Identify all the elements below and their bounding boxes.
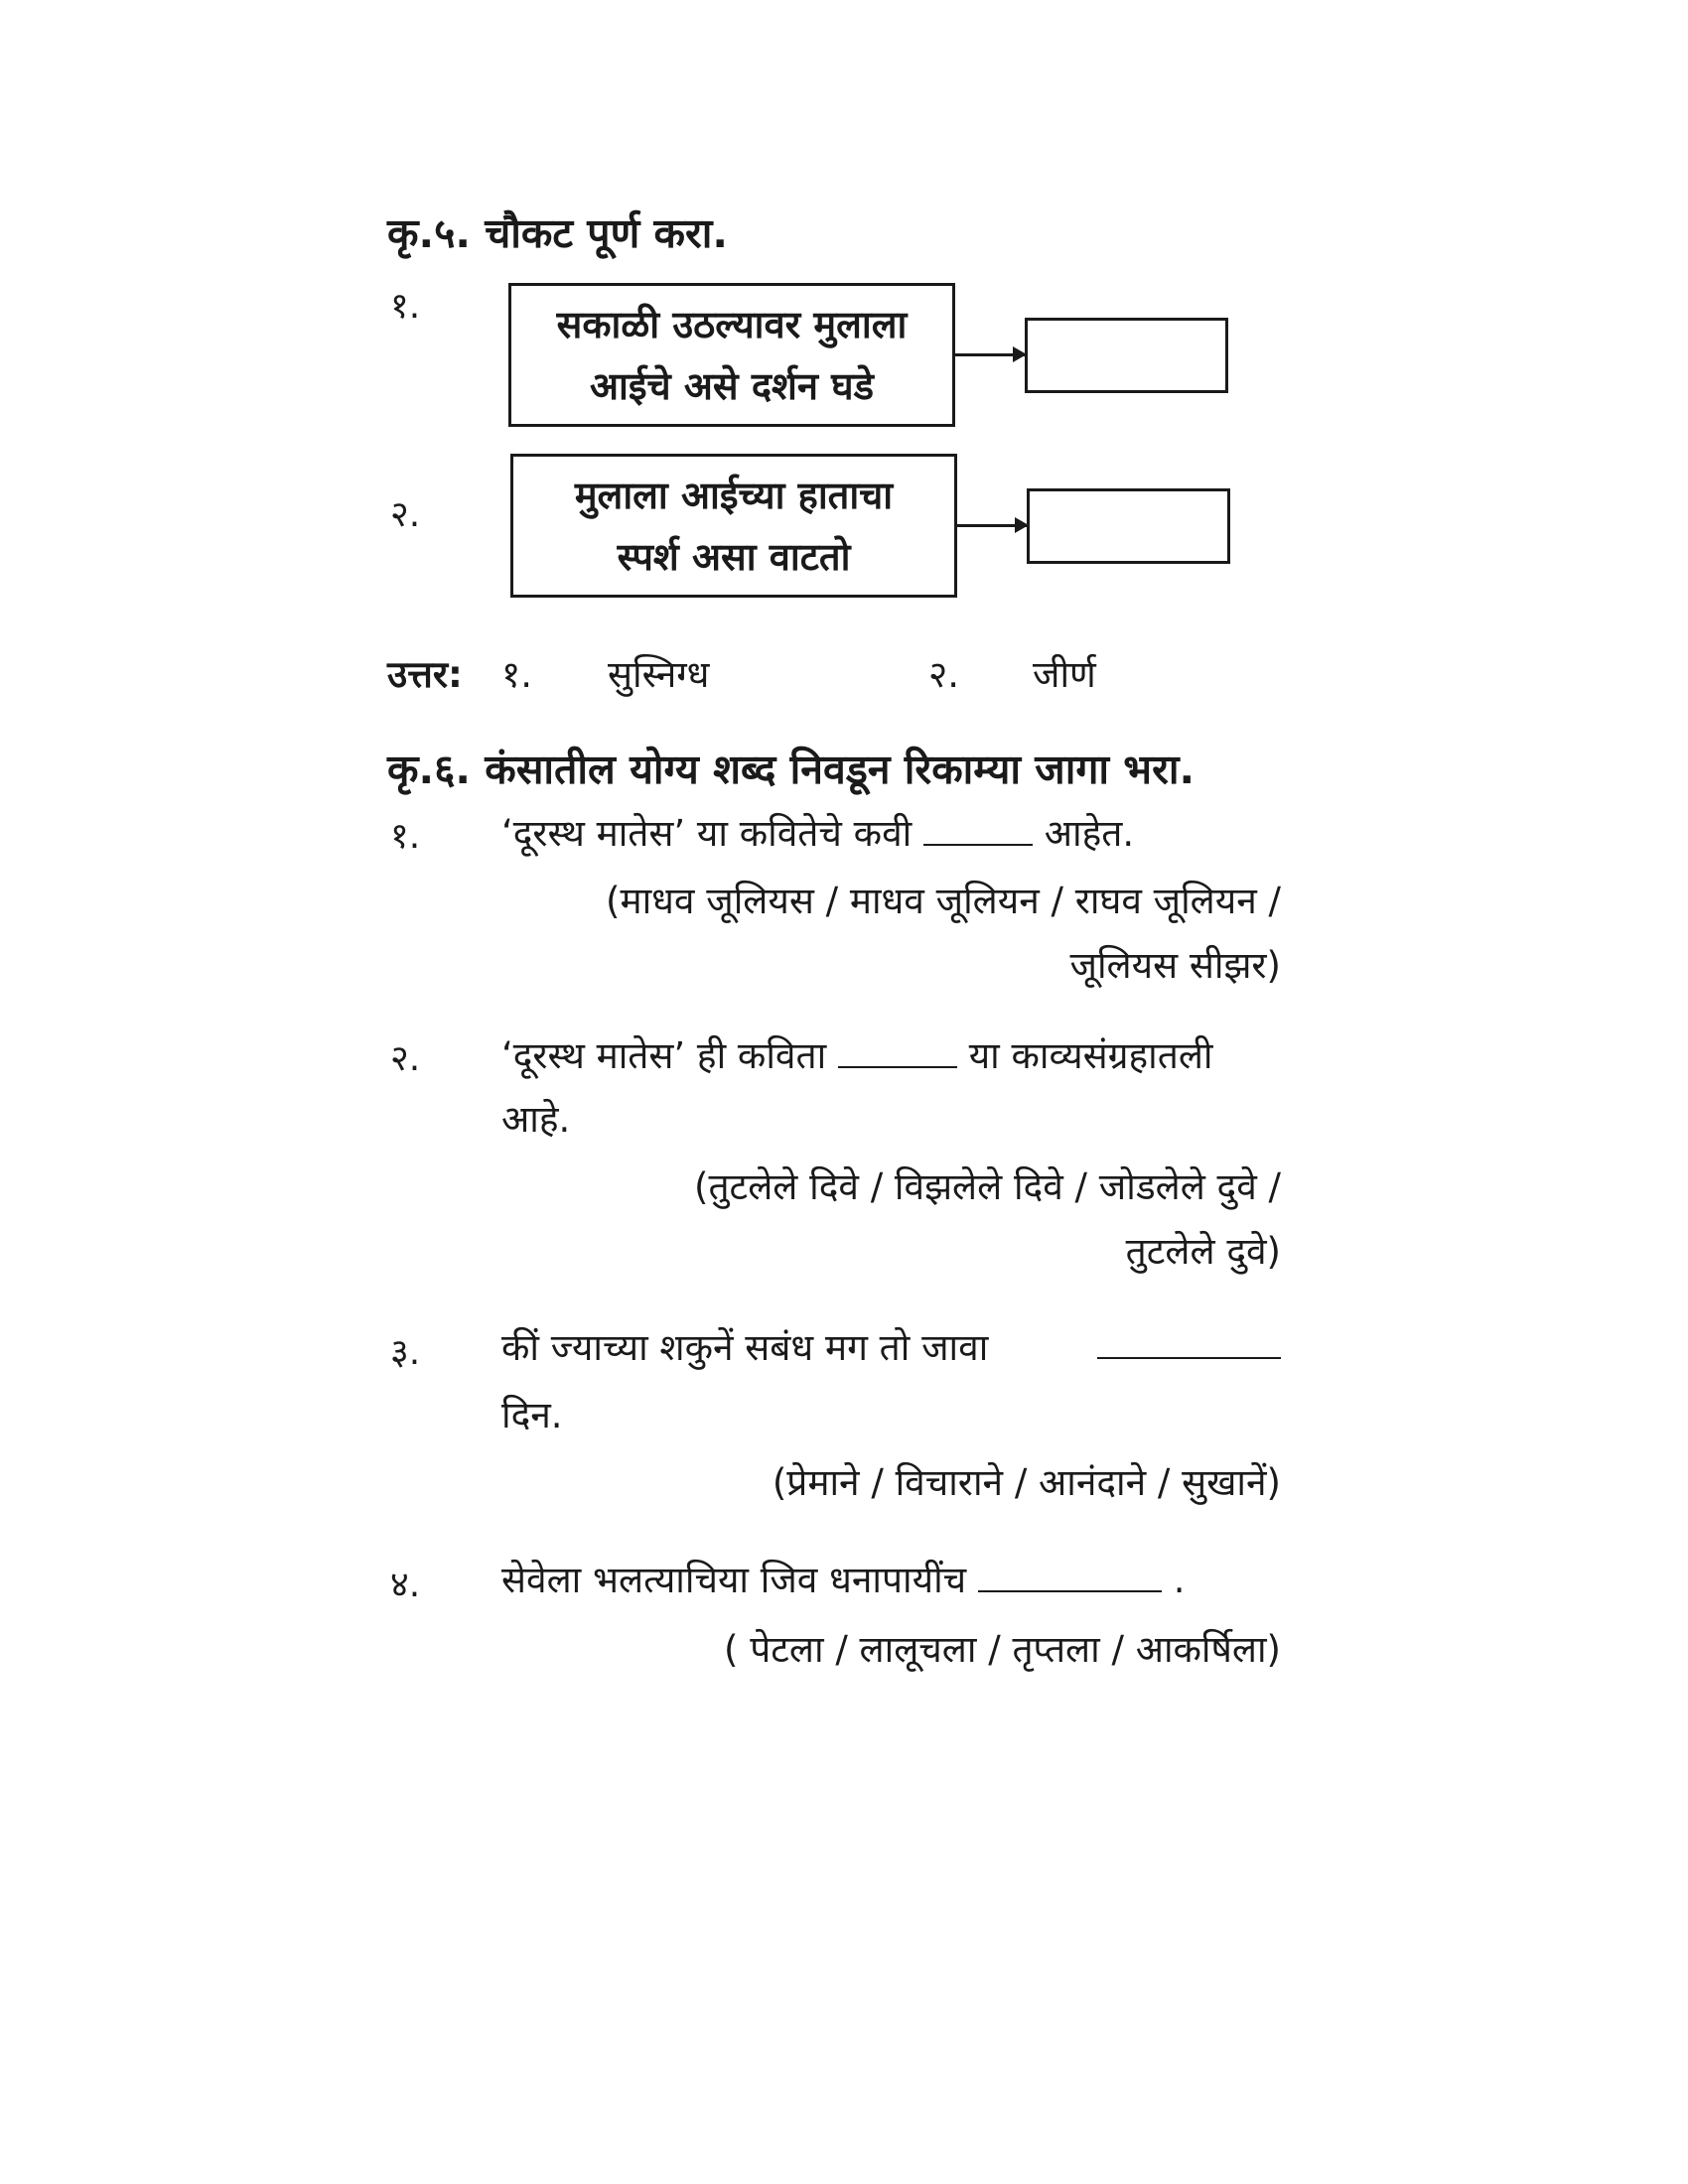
q5-item1-line1: सकाळी उठल्यावर मुलाला (556, 302, 908, 346)
q5-item2-answer-box (1027, 488, 1230, 564)
q6-item2-sentence-line2: आहे. (501, 1098, 571, 1141)
q6-item2-blank[interactable] (838, 1036, 957, 1068)
answer2-text: जीर्ण (1033, 653, 1096, 696)
answer2-number: २. (928, 653, 960, 696)
q5-item2-arrow (957, 524, 1027, 527)
q5-item2-line2: स्पर्श असा वाटतो (617, 534, 851, 579)
q6-item2-options-line2: तुटलेले दुवे) (1125, 1230, 1281, 1273)
q6-item1-options-line1: (माधव जूलियस / माधव जूलियन / राघव जूलियन / (606, 880, 1281, 922)
q6-item2-options-line1: (तुटलेले दिवे / विझलेले दिवे / जोडलेले दुवे / (694, 1165, 1281, 1208)
q6-item1-before: ‘दूरस्थ मातेस’ या कवितेचे कवी (501, 812, 913, 855)
q5-item1-prompt-box (508, 283, 955, 427)
q6-item1-options-line2: जूलियस सीझर) (1069, 944, 1281, 987)
q5-heading: कृ.५. चौकट पूर्ण करा. (387, 209, 728, 257)
q5-item1-arrow (955, 353, 1025, 356)
q6-item1-blank[interactable] (923, 814, 1033, 846)
answer1-number: १. (501, 653, 533, 696)
q6-item3-number: ३. (390, 1332, 421, 1373)
q6-item3-sentence-line2: दिन. (501, 1394, 563, 1436)
q6-item3-options-line1: (प्रेमाने / विचाराने / आनंदाने / सुखानें) (772, 1461, 1281, 1504)
q6-item1-sentence (501, 806, 1134, 857)
q6-item1-after: आहेत. (1044, 812, 1135, 855)
q6-item3-before: कीं ज्याच्या शकुनें सबंध मग तो जावा (501, 1326, 989, 1369)
q6-item3-blank[interactable] (1097, 1327, 1281, 1359)
q6-item2-before: ‘दूरस्थ मातेस’ ही कविता (501, 1034, 827, 1077)
q6-item4-number: ४. (390, 1565, 421, 1605)
q6-item4-after: . (1173, 1559, 1186, 1601)
q6-heading: कृ.६. कंसातील योग्य शब्द निवडून रिकाम्या जागा भरा. (387, 746, 1196, 793)
q5-item1-answer-box (1025, 318, 1228, 393)
q5-item2-number: २. (390, 494, 421, 535)
q6-item1-number: १. (390, 816, 421, 857)
q6-item4-blank[interactable] (978, 1561, 1162, 1592)
q6-item2-number: २. (390, 1038, 421, 1079)
q6-item2-sentence (501, 1028, 1213, 1079)
answer-label: उत्तर: (387, 653, 463, 696)
q6-item4-sentence (501, 1553, 1185, 1603)
q6-item3-sentence (501, 1320, 988, 1371)
q5-item1-line2: आईचे असे दर्शन घडे (590, 363, 874, 408)
q5-item1-number: १. (390, 286, 421, 327)
q6-item4-before: सेवेला भलत्याचिया जिव धनापायींच (501, 1559, 967, 1601)
answer1-text: सुस्निग्ध (608, 653, 710, 696)
q6-item2-after: या काव्यसंग्रहातली (968, 1034, 1213, 1077)
q5-item2-line1: मुलाला आईच्या हाताचा (574, 473, 894, 517)
q6-item4-options-line1: ( पेटला / लालूचला / तृप्तला / आकर्षिला) (724, 1628, 1281, 1671)
q5-item2-prompt-box (510, 454, 957, 598)
